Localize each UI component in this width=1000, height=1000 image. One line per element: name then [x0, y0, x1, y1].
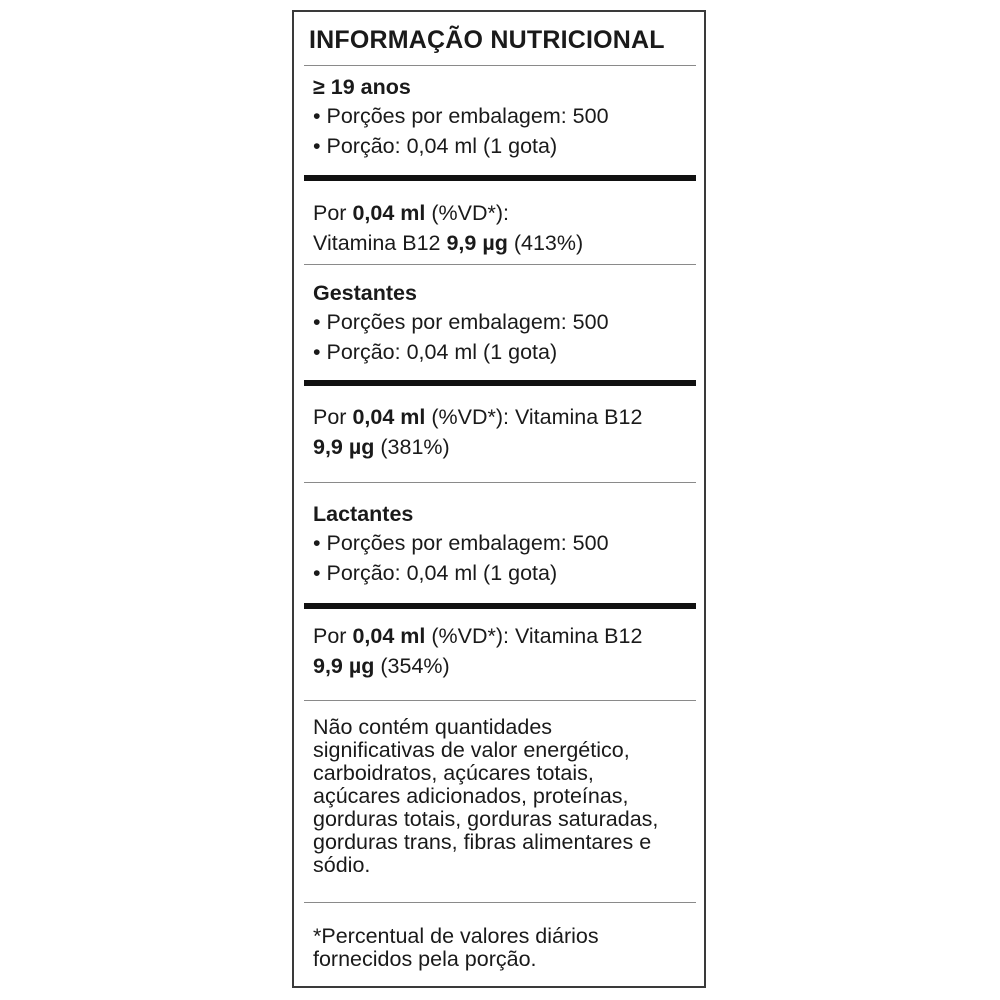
portion-size: • Porção: 0,04 ml (1 gota)	[313, 340, 558, 364]
divider	[304, 65, 696, 66]
nutrient-value: 9,9 µg	[313, 654, 375, 678]
per-portion-line	[313, 402, 642, 432]
per-prefix: Por	[313, 624, 353, 648]
thick-divider	[304, 603, 696, 609]
per-vd: (%VD*): Vitamina B12	[425, 624, 643, 648]
nutrient-percent: (381%)	[374, 435, 450, 459]
group-name-pregnant: Gestantes	[313, 281, 417, 305]
group-name-adults: ≥ 19 anos	[313, 75, 411, 99]
nutrient-line	[313, 432, 450, 462]
portions-per-package: • Porções por embalagem: 500	[313, 104, 609, 128]
divider	[304, 902, 696, 903]
nutrient-line	[313, 228, 583, 258]
nutrition-facts-label	[292, 10, 706, 988]
thick-divider	[304, 175, 696, 181]
per-prefix: Por	[313, 405, 353, 429]
per-portion-line	[313, 198, 509, 228]
nutrient-value: 9,9 µg	[446, 231, 508, 255]
per-portion-line	[313, 621, 642, 651]
nutrient-percent: (413%)	[507, 231, 584, 255]
footnote-text: *Percentual de valores diários fornecidos pela porção.	[313, 924, 599, 971]
nutrient-value: 9,9 µg	[313, 435, 375, 459]
portions-per-package: • Porções por embalagem: 500	[313, 531, 609, 555]
per-amount: 0,04 ml	[352, 201, 426, 225]
divider	[304, 264, 696, 265]
per-amount: 0,04 ml	[352, 624, 426, 648]
group-name-lactating: Lactantes	[313, 502, 414, 526]
portion-size: • Porção: 0,04 ml (1 gota)	[313, 134, 558, 158]
thick-divider	[304, 380, 696, 386]
divider	[304, 700, 696, 701]
per-prefix: Por	[313, 201, 353, 225]
per-vd: (%VD*):	[425, 201, 509, 225]
nutrient-name: Vitamina B12	[313, 231, 447, 255]
label-title: INFORMAÇÃO NUTRICIONAL	[309, 26, 665, 54]
divider	[304, 482, 696, 483]
per-amount: 0,04 ml	[352, 405, 426, 429]
nutrient-line	[313, 651, 450, 681]
nutrient-percent: (354%)	[374, 654, 450, 678]
per-vd: (%VD*): Vitamina B12	[425, 405, 643, 429]
disclaimer-text: Não contém quantidades significativas de valor energético, carboidratos, açúcares totais, açúcares adicionados, proteínas, gorduras totais, gorduras saturadas, gorduras trans, fibras alimentares e sódio.	[313, 715, 659, 877]
portion-size: • Porção: 0,04 ml (1 gota)	[313, 561, 558, 585]
portions-per-package: • Porções por embalagem: 500	[313, 310, 609, 334]
